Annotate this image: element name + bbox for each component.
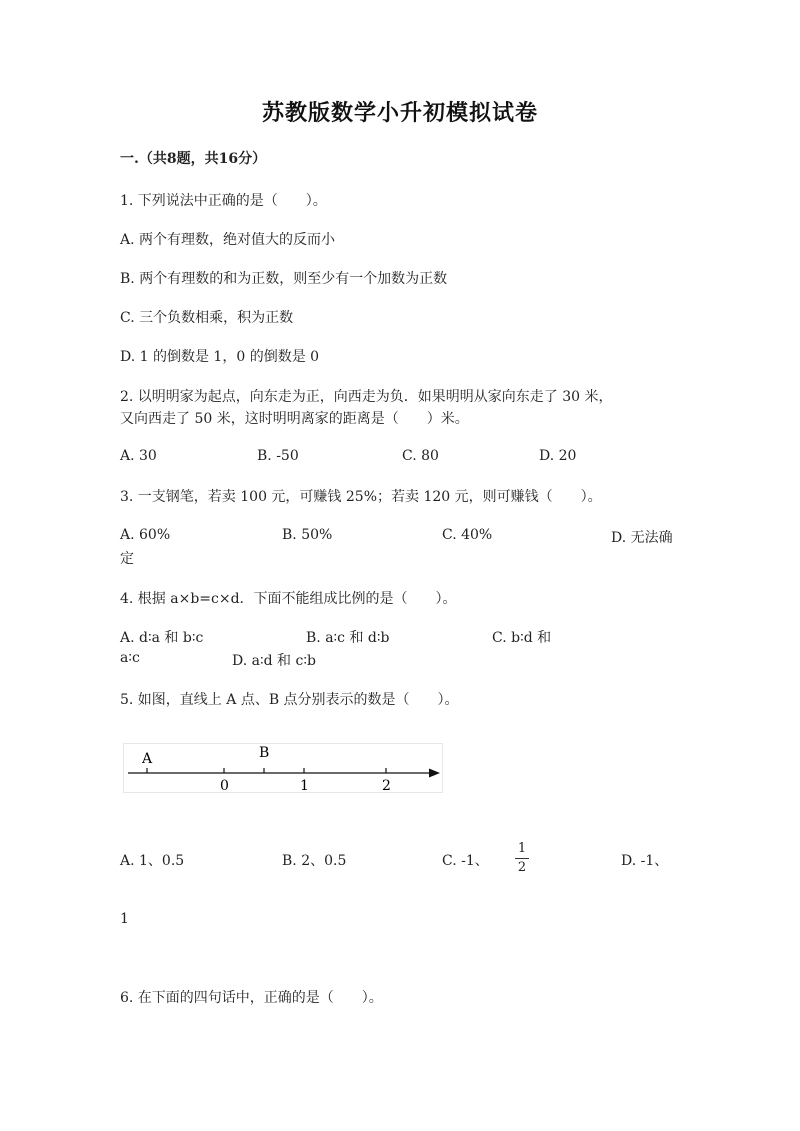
question-3-option-d-line1: D. 无法确 bbox=[611, 530, 673, 546]
number-line-arrow-icon bbox=[429, 769, 440, 778]
point-a-label: A bbox=[142, 751, 153, 767]
question-2-option-b: B. -50 bbox=[257, 448, 299, 464]
question-1-option-c: C. 三个负数相乘，积为正数 bbox=[120, 310, 294, 326]
question-4-option-a: A. d∶a 和 b∶c bbox=[120, 630, 204, 646]
question-2-option-d: D. 20 bbox=[539, 448, 577, 464]
question-4-stem: 4. 根据 a×b=c×d．下面不能组成比例的是（ ）。 bbox=[120, 591, 457, 607]
question-4-option-b: B. a∶c 和 d∶b bbox=[306, 630, 390, 646]
question-5-option-d: D. -1、 bbox=[621, 853, 669, 869]
question-5-option-d-continued: 1 bbox=[120, 911, 129, 927]
question-3-stem: 3. 一支钢笔，若卖 100 元，可赚钱 25%；若卖 120 元，则可赚钱（ ）。 bbox=[120, 489, 602, 505]
question-1-option-d: D. 1 的倒数是 1，0 的倒数是 0 bbox=[120, 349, 320, 365]
question-5-option-c: C. -1、 bbox=[442, 853, 489, 869]
tick-label-1: 1 bbox=[300, 778, 309, 792]
question-5-option-b: B. 2、0.5 bbox=[282, 853, 347, 869]
question-3-option-a: A. 60% bbox=[120, 527, 171, 543]
question-1-option-b: B. 两个有理数的和为正数，则至少有一个加数为正数 bbox=[120, 271, 448, 287]
question-2-option-a: A. 30 bbox=[120, 448, 157, 464]
question-5-stem: 5. 如图，直线上 A 点、B 点分别表示的数是（ ）。 bbox=[120, 692, 459, 708]
question-2-stem-line1: 2. 以明明家为起点，向东走为正，向西走为负．如果明明从家向东走了 30 米， bbox=[120, 389, 613, 405]
question-5-option-a: A. 1、0.5 bbox=[120, 853, 185, 869]
question-4-option-d: D. a∶d 和 c∶b bbox=[232, 653, 316, 669]
question-2-stem-line2: 又向西走了 50 米，这时明明离家的距离是（ ）米。 bbox=[120, 411, 469, 427]
question-4-option-c-line2: a∶c bbox=[120, 650, 140, 666]
fraction-numerator: 1 bbox=[517, 841, 527, 856]
tick-label-2: 2 bbox=[382, 778, 391, 792]
question-4-option-c-line1: C. b∶d 和 bbox=[492, 630, 552, 646]
question-3-option-c: C. 40% bbox=[442, 527, 493, 543]
question-2-option-c: C. 80 bbox=[402, 448, 439, 464]
point-b-label: B bbox=[259, 745, 270, 761]
number-line-figure bbox=[123, 743, 443, 793]
question-6-stem: 6. 在下面的四句话中，正确的是（ ）。 bbox=[120, 990, 383, 1006]
fraction-denominator: 2 bbox=[517, 860, 527, 875]
fraction-bar bbox=[515, 858, 529, 859]
question-1-stem: 1. 下列说法中正确的是（ ）。 bbox=[120, 193, 327, 209]
section-heading: 一.（共8题，共16分） bbox=[120, 151, 267, 167]
question-3-option-d-line2: 定 bbox=[120, 551, 134, 567]
question-5-option-c-fraction bbox=[515, 842, 529, 875]
page-title: 苏教版数学小升初模拟试卷 bbox=[261, 100, 538, 126]
question-3-option-b: B. 50% bbox=[282, 527, 333, 543]
question-1-option-a: A. 两个有理数，绝对值大的反而小 bbox=[120, 232, 336, 248]
tick-label-0: 0 bbox=[220, 778, 229, 792]
